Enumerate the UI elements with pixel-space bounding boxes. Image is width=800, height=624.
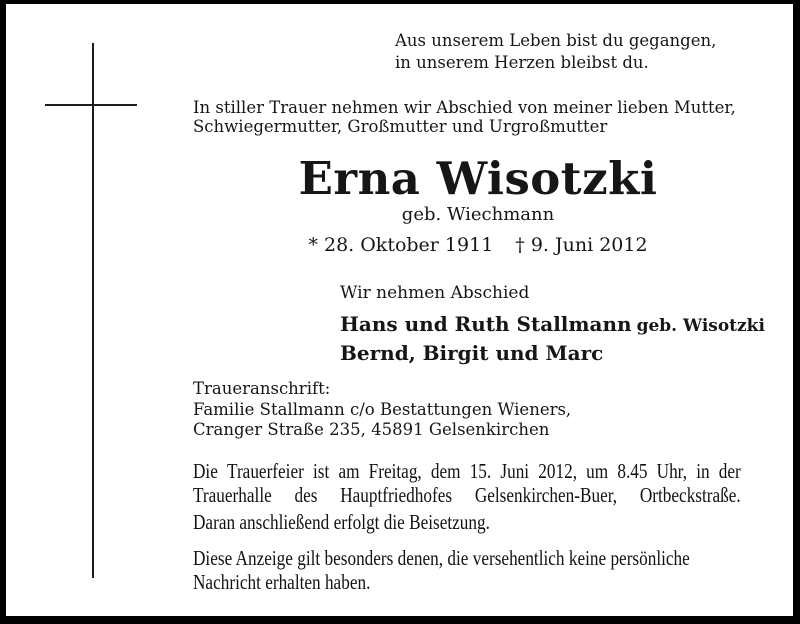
farewell-heading: Wir nehmen Abschied (340, 283, 530, 303)
mourners-line-1-suffix: geb. Wisotzki (636, 316, 765, 336)
cross-horizontal-bar (45, 104, 137, 106)
epigraph (395, 30, 716, 73)
mourning-address (193, 379, 571, 441)
apology-line-1: Diese Anzeige gilt besonders denen, die versehentlich keine persönliche (193, 546, 690, 570)
mourners-line-2: Bernd, Birgit und Marc (340, 341, 604, 365)
apology-line-2: Nachricht erhalten haben. (193, 570, 371, 594)
address-line-1: Familie Stallmann c/o Bestattungen Wieners, (193, 399, 572, 419)
life-dates (193, 234, 763, 256)
service-text (193, 459, 741, 507)
mourners-line-1 (340, 311, 765, 340)
frame-left (0, 0, 6, 624)
service-line-2: Trauerhalle des Hauptfriedhofes Gelsenkirchen-Buer, Ortbeckstraße. (193, 483, 741, 507)
cross-vertical-bar (92, 43, 94, 578)
birth-date: * 28. Oktober 1911 (308, 234, 494, 256)
service-details (193, 459, 741, 507)
address-label: Traueranschrift: (193, 379, 331, 398)
frame-bottom (0, 616, 800, 624)
mourners-line-1-main: Hans und Ruth Stallmann (340, 312, 632, 336)
frame-top (0, 0, 800, 4)
apology-note (193, 546, 799, 594)
epigraph-line-1: Aus unserem Leben bist du gegangen, (395, 31, 717, 50)
intro-line-2: Schwiegermutter, Großmutter und Urgroßmutter (193, 116, 608, 136)
burial-text: Daran anschließend erfolgt die Beisetzung. (193, 510, 490, 534)
deceased-name: Erna Wisotzki (298, 152, 658, 205)
maiden-name: geb. Wiechmann (401, 204, 555, 225)
address-line-2: Cranger Straße 235, 45891 Gelsenkirchen (193, 420, 550, 439)
death-date: † 9. Juni 2012 (515, 234, 648, 256)
epigraph-line-2: in unserem Herzen bleibst du. (395, 52, 649, 72)
apology-text (193, 546, 690, 594)
intro-line-1: In stiller Trauer nehmen wir Abschied von meiner lieben Mutter, (193, 98, 736, 117)
frame-right (793, 0, 800, 624)
service-line-1: Die Trauerfeier ist am Freitag, dem 15. Juni 2012, um 8.45 Uhr, in der (193, 459, 741, 483)
intro-text (193, 99, 736, 136)
burial-note (193, 510, 555, 534)
mourners (340, 311, 765, 367)
